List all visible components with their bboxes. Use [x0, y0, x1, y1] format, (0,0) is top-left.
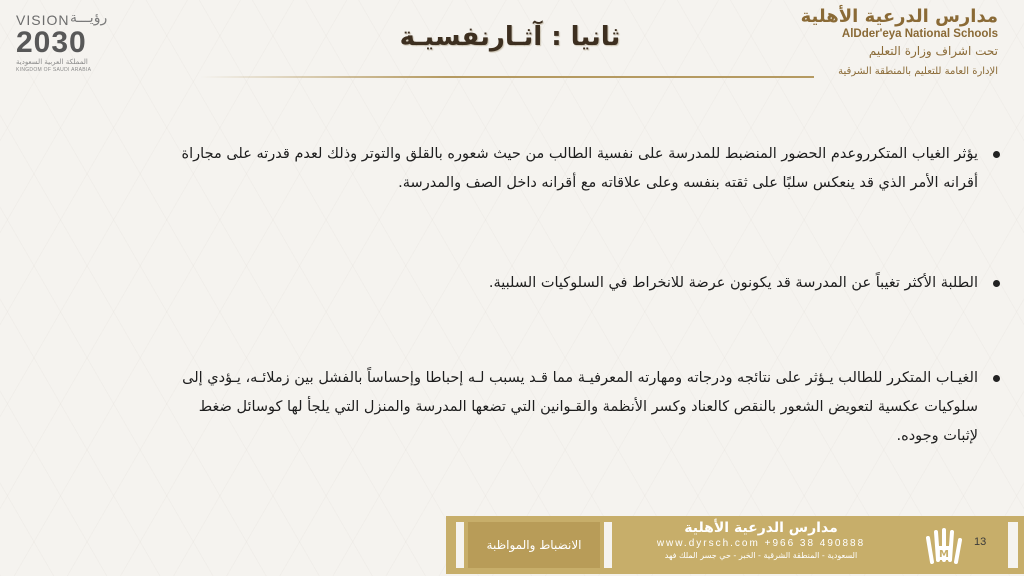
footer-school-info	[616, 520, 906, 570]
school-administration: الإدارة العامة للتعليم بالمنطقة الشرقية	[838, 66, 998, 77]
bullet-item-3	[182, 364, 978, 451]
bullet-3-line-2: سلوكيات عكسية لتعويض الشعور بالنقص كالعناد وكسر الأنظمة والقـوانين التي تضعها المدرسة والمنزل التي يلجأ لها كوسائل ضغط	[198, 399, 978, 415]
bullet-item-2	[489, 269, 978, 298]
vision-word-ar: رؤيـــة	[70, 10, 108, 26]
footer-divider	[1008, 522, 1018, 568]
bullet-3-line-1: الغيـاب المتكرر للطالب يـؤثر على نتائجه ودرجاته ومهارته المعرفيـة مما قـد يسبب لـه إحباطا وإحساساً بالفشل بين زملائـه، يـؤدي إلى	[182, 370, 978, 386]
footer-contact: www.dyrsch.com +966 38 490888	[656, 538, 866, 549]
bullet-dot-icon	[993, 151, 1000, 158]
vision-year: 2030	[16, 26, 87, 59]
vision-word: VISION	[16, 12, 70, 28]
footer-divider	[604, 522, 612, 568]
bullet-2-line-1: الطلبة الأكثر تغيباً عن المدرسة قد يكونون عرضة للانخراط في السلوكيات السلبية.	[488, 275, 978, 291]
bullet-1-line-1: يؤثر الغياب المتكرروعدم الحضور المنضبط للمدرسة على نفسية الطالب من حيث شعوره بالقلق والتوتر وذلك لعدم قدرته على مجاراة	[181, 146, 978, 162]
school-name-en: AlDder'eya National Schools	[841, 28, 998, 40]
footer-bar	[446, 516, 1024, 574]
footer-divider	[456, 522, 464, 568]
svg-text:M: M	[939, 549, 949, 560]
school-header	[788, 6, 998, 86]
school-name-ar: مدارس الدرعية الأهلية	[800, 6, 998, 27]
slide-number: 13	[974, 536, 987, 548]
hand-logo-icon	[922, 524, 966, 566]
school-supervision: تحت اشراف وزارة التعليم	[868, 44, 998, 58]
footer-address: السعودية - المنطقة الشرقية - الخبر - حي جسر الملك فهد	[664, 551, 858, 560]
bullet-dot-icon	[993, 375, 1000, 382]
bullet-1-line-2: أقرانه الأمر الذي قد ينعكس سلبًا على ثقته بنفسه وعلى علاقاته مع أقرانه داخل الصف والمدرسة.	[398, 175, 978, 191]
footer-school-name: مدارس الدرعية الأهلية	[684, 520, 838, 536]
vision-country-ar: المملكة العربية السعودية	[16, 58, 88, 66]
slide-title: ثانيا : آثـارنفسيـة	[399, 22, 621, 52]
bullet-3-line-3: لإثبات وجوده.	[896, 428, 978, 444]
header-divider	[200, 76, 814, 78]
footer-section-label: الانضباط والمواظبة	[468, 522, 600, 568]
vision-2030-logo	[10, 8, 120, 74]
bullet-dot-icon	[993, 280, 1000, 287]
bullet-item-1	[182, 140, 978, 198]
vision-country-en: KINGDOM OF SAUDI ARABIA	[16, 67, 92, 73]
